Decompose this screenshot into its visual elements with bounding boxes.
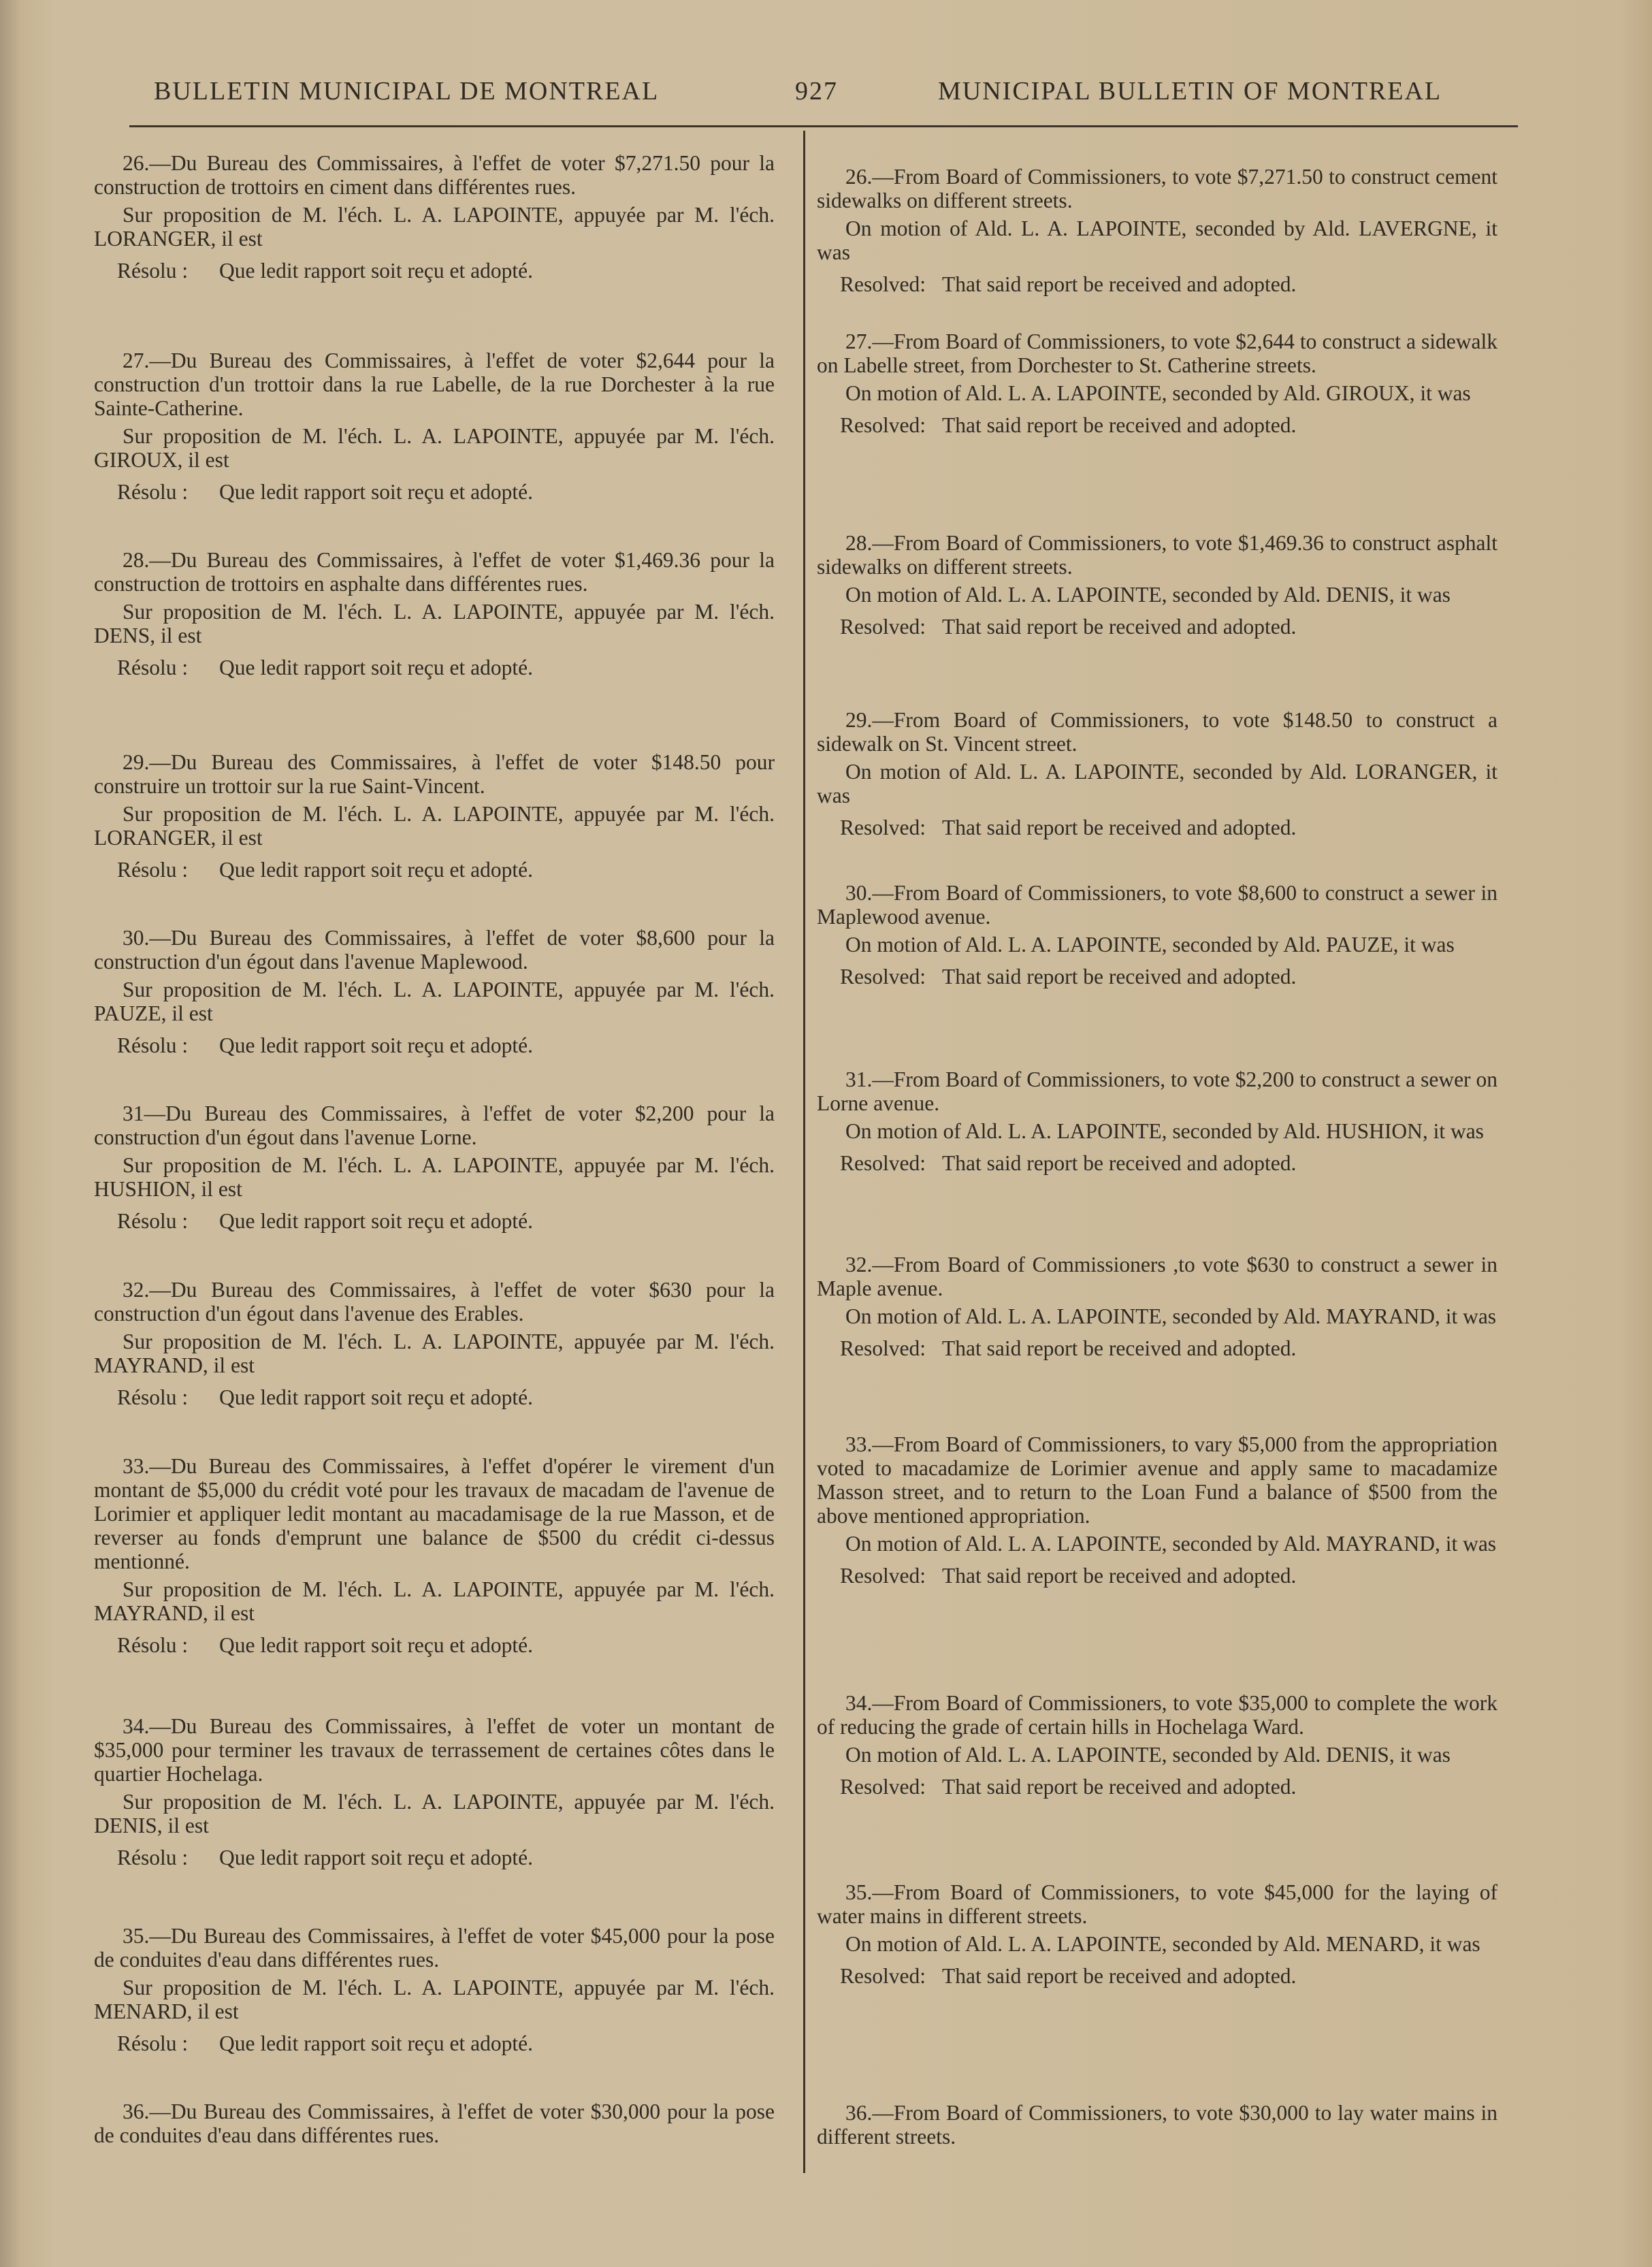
english-item-resolution [817,413,1497,437]
english-item-text: 31.—From Board of Commissioners, to vote $2,200 to construct a sewer on Lorne avenue. [817,1067,1497,1115]
english-item-resolution [817,816,1497,839]
french-item-resolution [94,1209,775,1233]
header-title-french: BULLETIN MUNICIPAL DE MONTREAL [154,77,660,106]
french-item-motion: Sur proposition de M. l'éch. L. A. LAPOINTE, appuyée par M. l'éch. MAYRAND, il est [94,1577,775,1625]
french-item-motion: Sur proposition de M. l'éch. L. A. LAPOINTE, appuyée par M. l'éch. GIROUX, il est [94,424,775,472]
resolved-label: Résolu : [117,480,189,504]
resolved-text: That said report be received and adopted. [942,413,1297,437]
english-item-motion: On motion of Ald. L. A. LAPOINTE, seconded by Ald. DENIS, it was [845,1743,1451,1767]
resolved-label: Resolved: [840,1564,926,1588]
french-item [94,1454,775,1657]
resolved-text: That said report be received and adopted. [942,615,1297,639]
resolved-label: Résolu : [117,1633,189,1657]
resolved-label: Résolu : [117,1385,189,1409]
header-title-english: MUNICIPAL BULLETIN OF MONTREAL [938,77,1442,106]
french-item-motion: Sur proposition de M. l'éch. L. A. LAPOINTE, appuyée par M. l'éch. DENIS, il est [94,1790,775,1837]
french-item [94,2100,775,2147]
french-item-text: 31—Du Bureau des Commissaires, à l'effet de voter $2,200 pour la construction d'un égout dans l'avenue Lorne. [94,1102,775,1149]
english-item-motion: On motion of Ald. L. A. LAPOINTE, seconded by Ald. LAVERGNE, it was [817,216,1497,264]
french-item-resolution [94,656,775,679]
french-item [94,548,775,679]
resolved-label: Resolved: [840,615,926,639]
english-item-motion: On motion of Ald. L. A. LAPOINTE, seconded by Ald. LORANGER, it was [817,760,1497,807]
resolved-text: That said report be received and adopted. [942,272,1297,296]
resolved-label: Résolu : [117,2031,189,2055]
french-item-text: 30.—Du Bureau des Commissaires, à l'effet de voter $8,600 pour la construction d'un égout dans l'avenue Maplewood. [94,926,775,974]
english-item-text: 30.—From Board of Commissioners, to vote $8,600 to construct a sewer in Maplewood avenue. [817,881,1497,929]
resolved-label: Resolved: [840,1336,926,1360]
french-item-text: 33.—Du Bureau des Commissaires, à l'effet d'opérer le virement d'un montant de $5,000 du crédit voté pour les travaux de macadam de l'avenue de Lorimier et appliquer ledit montant au macadamisage de la rue Masson, et de reverser au fonds d'emprunt une balance de $500 du crédit ci-dessus mentionné. [94,1454,775,1573]
english-item [817,1067,1497,1175]
english-item-motion: On motion of Ald. L. A. LAPOINTE, seconded by Ald. HUSHION, it was [845,1119,1484,1143]
resolved-text: That said report be received and adopted. [942,816,1297,839]
french-item [94,1278,775,1409]
english-item-text: 29.—From Board of Commissioners, to vote $148.50 to construct a sidewalk on St. Vincent street. [817,708,1497,756]
french-item-motion: Sur proposition de M. l'éch. L. A. LAPOINTE, appuyée par M. l'éch. MAYRAND, il est [94,1330,775,1377]
resolved-text: Que ledit rapport soit reçu et adopté. [219,2031,533,2055]
english-item-motion: On motion of Ald. L. A. LAPOINTE, seconded by Ald. DENIS, it was [845,583,1451,607]
resolved-text: Que ledit rapport soit reçu et adopté. [219,656,533,679]
french-item-text: 28.—Du Bureau des Commissaires, à l'effet de voter $1,469.36 pour la construction de trottoirs en asphalte dans différentes rues. [94,548,775,596]
english-item-resolution [817,615,1497,639]
french-item-motion: Sur proposition de M. l'éch. L. A. LAPOINTE, appuyée par M. l'éch. LORANGER, il est [94,203,775,251]
english-item-motion: On motion of Ald. L. A. LAPOINTE, seconded by Ald. MAYRAND, it was [845,1532,1497,1556]
english-item [817,2101,1497,2149]
english-item [817,531,1497,639]
resolved-label: Résolu : [117,1033,189,1057]
french-item-resolution [94,1633,775,1657]
english-item-text: 33.—From Board of Commissioners, to vary $5,000 from the appropriation voted to macadamize de Lorimier avenue and apply same to macadamize Masson street, and to return to the Loan Fund a balance of $500 from the above mentioned appropriation. [817,1432,1497,1528]
column-divider [803,131,805,2173]
resolved-label: Résolu : [117,259,189,283]
french-item [94,1102,775,1233]
french-item-resolution [94,858,775,882]
resolved-text: Que ledit rapport soit reçu et adopté. [219,1846,533,1869]
english-item [817,881,1497,988]
resolved-label: Résolu : [117,858,189,882]
french-item-text: 36.—Du Bureau des Commissaires, à l'effet de voter $30,000 pour la pose de conduites d'eau dans différentes rues. [94,2100,775,2147]
french-item-text: 29.—Du Bureau des Commissaires, à l'effet de voter $148.50 pour construire un trottoir sur la rue Saint-Vincent. [94,750,775,798]
english-item-motion: On motion of Ald. L. A. LAPOINTE, seconded by Ald. PAUZE, it was [845,933,1455,956]
resolved-label: Resolved: [840,1775,926,1799]
french-item-resolution [94,480,775,504]
resolved-label: Résolu : [117,1846,189,1869]
resolved-text: That said report be received and adopted. [942,1564,1297,1588]
french-item-motion: Sur proposition de M. l'éch. L. A. LAPOINTE, appuyée par M. l'éch. HUSHION, il est [94,1153,775,1201]
english-item [817,1253,1497,1360]
french-item-text: 32.—Du Bureau des Commissaires, à l'effet de voter $630 pour la construction d'un égout dans l'avenue des Erables. [94,1278,775,1325]
french-item-resolution [94,1846,775,1869]
english-item [817,1880,1497,1988]
french-item [94,151,775,283]
english-item-resolution [817,1151,1497,1175]
resolved-label: Resolved: [840,1151,926,1175]
french-item [94,349,775,504]
english-item-resolution [817,1336,1497,1360]
french-item-resolution [94,1033,775,1057]
french-item-text: 34.—Du Bureau des Commissaires, à l'effet de voter un montant de $35,000 pour terminer les travaux de terrassement de certaines côtes dans le quartier Hochelaga. [94,1714,775,1786]
resolved-label: Resolved: [840,272,926,296]
french-item-motion: Sur proposition de M. l'éch. L. A. LAPOINTE, appuyée par M. l'éch. MENARD, il est [94,1976,775,2023]
english-item [817,1432,1497,1588]
resolved-text: Que ledit rapport soit reçu et adopté. [219,1385,533,1409]
resolved-text: That said report be received and adopted. [942,1336,1297,1360]
page-header [0,76,1652,117]
english-item-text: 26.—From Board of Commissioners, to vote $7,271.50 to construct cement sidewalks on different streets. [817,165,1497,212]
english-item-text: 35.—From Board of Commissioners, to vote $45,000 for the laying of water mains in different streets. [817,1880,1497,1928]
french-item [94,1714,775,1869]
english-item [817,708,1497,839]
resolved-text: Que ledit rapport soit reçu et adopté. [219,480,533,504]
french-item [94,1924,775,2055]
english-item [817,329,1497,437]
french-item [94,750,775,882]
resolved-text: That said report be received and adopted. [942,965,1297,988]
french-item-motion: Sur proposition de M. l'éch. L. A. LAPOINTE, appuyée par M. l'éch. PAUZE, il est [94,978,775,1025]
english-item [817,1691,1497,1799]
resolved-text: That said report be received and adopted. [942,1775,1297,1799]
english-item-resolution [817,1564,1497,1588]
resolved-label: Résolu : [117,1209,189,1233]
english-item [817,165,1497,296]
french-item-motion: Sur proposition de M. l'éch. L. A. LAPOINTE, appuyée par M. l'éch. LORANGER, il est [94,802,775,850]
english-item-text: 34.—From Board of Commissioners, to vote $35,000 to complete the work of reducing the grade of certain hills in Hochelaga Ward. [817,1691,1497,1739]
english-item-resolution [817,1964,1497,1988]
resolved-text: Que ledit rapport soit reçu et adopté. [219,259,533,283]
french-item-text: 26.—Du Bureau des Commissaires, à l'effet de voter $7,271.50 pour la construction de trottoirs en ciment dans différentes rues. [94,151,775,199]
resolved-label: Resolved: [840,413,926,437]
english-item-text: 36.—From Board of Commissioners, to vote $30,000 to lay water mains in different streets. [817,2101,1497,2149]
header-rule [129,125,1518,127]
english-item-motion: On motion of Ald. L. A. LAPOINTE, seconded by Ald. MAYRAND, it was [845,1304,1497,1328]
french-item [94,926,775,1057]
resolved-text: Que ledit rapport soit reçu et adopté. [219,858,533,882]
resolved-text: Que ledit rapport soit reçu et adopté. [219,1633,533,1657]
french-item-motion: Sur proposition de M. l'éch. L. A. LAPOINTE, appuyée par M. l'éch. DENS, il est [94,600,775,647]
english-item-resolution [817,965,1497,988]
english-item-text: 28.—From Board of Commissioners, to vote $1,469.36 to construct asphalt sidewalks on different streets. [817,531,1497,579]
resolved-label: Resolved: [840,965,926,988]
french-item-text: 35.—Du Bureau des Commissaires, à l'effet de voter $45,000 pour la pose de conduites d'eau dans différentes rues. [94,1924,775,1972]
english-item-resolution [817,1775,1497,1799]
english-item-motion: On motion of Ald. L. A. LAPOINTE, seconded by Ald. MENARD, it was [845,1932,1480,1956]
english-item-motion: On motion of Ald. L. A. LAPOINTE, seconded by Ald. GIROUX, it was [845,381,1471,405]
resolved-label: Resolved: [840,816,926,839]
resolved-text: That said report be received and adopted. [942,1964,1297,1988]
english-item-text: 27.—From Board of Commissioners, to vote $2,644 to construct a sidewalk on Labelle street, from Dorchester to St. Catherine streets. [817,329,1497,377]
english-item-resolution [817,272,1497,296]
english-item-text: 32.—From Board of Commissioners ,to vote $630 to construct a sewer in Maple avenue. [817,1253,1497,1300]
resolved-text: Que ledit rapport soit reçu et adopté. [219,1209,533,1233]
french-item-resolution [94,2031,775,2055]
resolved-text: Que ledit rapport soit reçu et adopté. [219,1033,533,1057]
resolved-text: That said report be received and adopted. [942,1151,1297,1175]
french-item-resolution [94,259,775,283]
resolved-label: Resolved: [840,1964,926,1988]
resolved-label: Résolu : [117,656,189,679]
page-number: 927 [795,77,838,106]
french-item-text: 27.—Du Bureau des Commissaires, à l'effet de voter $2,644 pour la construction d'un trottoir dans la rue Labelle, de la rue Dorchester à la rue Sainte-Catherine. [94,349,775,420]
french-item-resolution [94,1385,775,1409]
